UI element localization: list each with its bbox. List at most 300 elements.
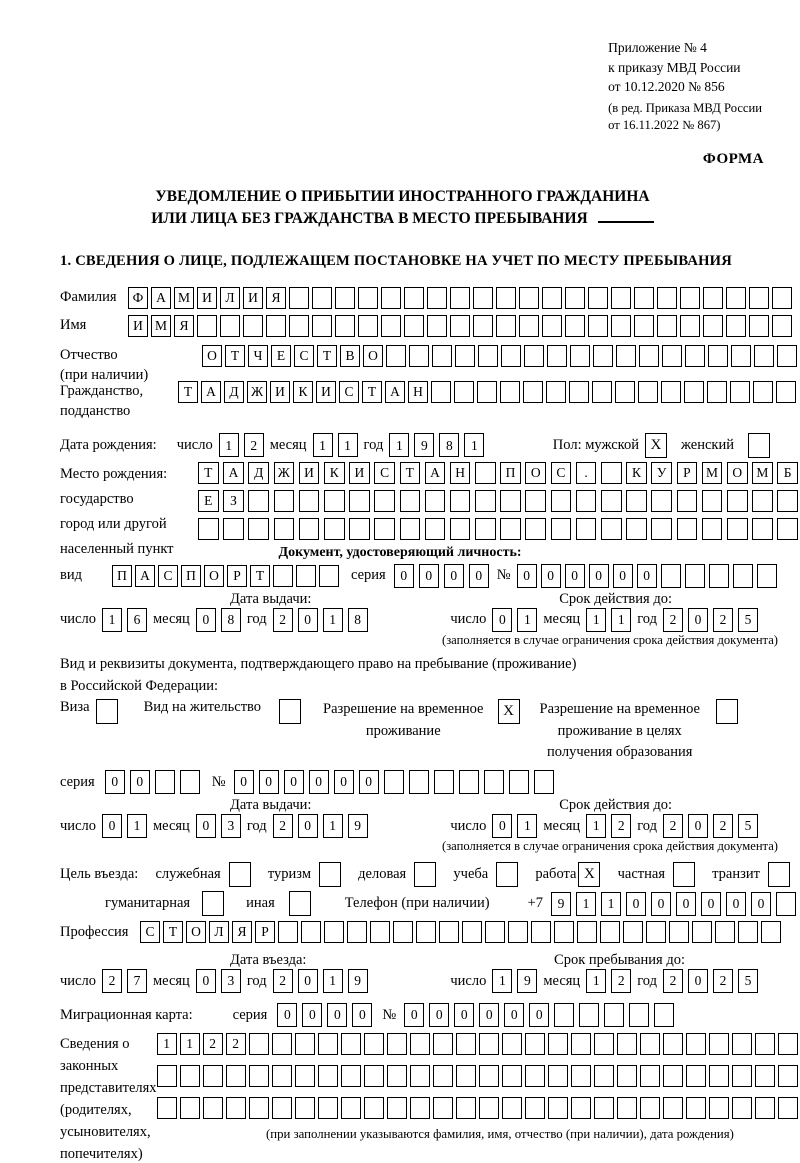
char-cell[interactable]: 0 bbox=[492, 814, 512, 838]
char-cell[interactable] bbox=[757, 564, 777, 588]
char-cell[interactable] bbox=[432, 345, 452, 367]
birth-place-row2-cells[interactable] bbox=[198, 490, 798, 512]
char-cell[interactable]: О bbox=[202, 345, 222, 367]
char-cell[interactable] bbox=[749, 315, 769, 337]
char-cell[interactable]: 2 bbox=[273, 814, 293, 838]
char-cell[interactable]: Н bbox=[450, 462, 471, 484]
char-cell[interactable] bbox=[477, 381, 497, 403]
char-cell[interactable] bbox=[496, 287, 516, 309]
char-cell[interactable] bbox=[708, 345, 728, 367]
char-cell[interactable] bbox=[592, 381, 612, 403]
char-cell[interactable] bbox=[778, 1033, 798, 1055]
char-cell[interactable] bbox=[478, 345, 498, 367]
char-cell[interactable] bbox=[534, 770, 554, 794]
char-cell[interactable] bbox=[450, 490, 471, 512]
char-cell[interactable]: Н bbox=[408, 381, 428, 403]
char-cell[interactable] bbox=[623, 921, 643, 943]
char-cell[interactable] bbox=[475, 490, 496, 512]
char-cell[interactable]: Р bbox=[255, 921, 275, 943]
char-cell[interactable]: У bbox=[651, 462, 672, 484]
char-cell[interactable]: 0 bbox=[259, 770, 279, 794]
char-cell[interactable] bbox=[732, 1065, 752, 1087]
char-cell[interactable] bbox=[677, 518, 698, 540]
char-cell[interactable] bbox=[571, 1097, 591, 1119]
char-cell[interactable]: 7 bbox=[127, 969, 147, 993]
char-cell[interactable] bbox=[778, 1097, 798, 1119]
purpose-tourism-checkbox[interactable] bbox=[319, 862, 341, 887]
char-cell[interactable] bbox=[347, 921, 367, 943]
char-cell[interactable]: 1 bbox=[157, 1033, 177, 1055]
char-cell[interactable] bbox=[425, 490, 446, 512]
char-cell[interactable] bbox=[155, 770, 175, 794]
doc-kind-cells[interactable] bbox=[112, 565, 339, 587]
char-cell[interactable]: 0 bbox=[469, 564, 489, 588]
profession-cells[interactable] bbox=[140, 921, 781, 943]
representatives-row1-cells[interactable] bbox=[157, 1033, 798, 1055]
char-cell[interactable] bbox=[569, 381, 589, 403]
char-cell[interactable] bbox=[519, 287, 539, 309]
char-cell[interactable] bbox=[727, 490, 748, 512]
char-cell[interactable]: 0 bbox=[352, 1003, 372, 1027]
char-cell[interactable] bbox=[638, 381, 658, 403]
char-cell[interactable] bbox=[341, 1097, 361, 1119]
char-cell[interactable]: Т bbox=[198, 462, 219, 484]
char-cell[interactable] bbox=[663, 1033, 683, 1055]
char-cell[interactable]: 0 bbox=[404, 1003, 424, 1027]
purpose-private-checkbox[interactable] bbox=[673, 862, 695, 887]
char-cell[interactable]: В bbox=[340, 345, 360, 367]
char-cell[interactable] bbox=[577, 921, 597, 943]
char-cell[interactable] bbox=[335, 315, 355, 337]
char-cell[interactable] bbox=[180, 770, 200, 794]
char-cell[interactable]: 8 bbox=[348, 608, 368, 632]
residence-permit-checkbox[interactable] bbox=[279, 699, 301, 724]
char-cell[interactable] bbox=[387, 1033, 407, 1055]
char-cell[interactable] bbox=[335, 287, 355, 309]
char-cell[interactable] bbox=[571, 1065, 591, 1087]
char-cell[interactable] bbox=[709, 1065, 729, 1087]
char-cell[interactable]: О bbox=[186, 921, 206, 943]
char-cell[interactable] bbox=[381, 315, 401, 337]
stay-expiry-day[interactable] bbox=[492, 814, 537, 838]
char-cell[interactable] bbox=[226, 1097, 246, 1119]
char-cell[interactable] bbox=[604, 1003, 624, 1027]
char-cell[interactable] bbox=[249, 1097, 269, 1119]
char-cell[interactable]: 1 bbox=[338, 433, 358, 457]
char-cell[interactable]: 0 bbox=[429, 1003, 449, 1027]
char-cell[interactable] bbox=[358, 315, 378, 337]
char-cell[interactable]: З bbox=[223, 490, 244, 512]
char-cell[interactable] bbox=[732, 1033, 752, 1055]
char-cell[interactable]: С bbox=[294, 345, 314, 367]
char-cell[interactable] bbox=[319, 565, 339, 587]
char-cell[interactable]: 1 bbox=[127, 814, 147, 838]
char-cell[interactable]: 9 bbox=[551, 892, 571, 916]
char-cell[interactable] bbox=[272, 1065, 292, 1087]
purpose-transit-checkbox[interactable] bbox=[768, 862, 790, 887]
char-cell[interactable] bbox=[439, 921, 459, 943]
char-cell[interactable]: 1 bbox=[313, 433, 333, 457]
char-cell[interactable] bbox=[387, 1097, 407, 1119]
char-cell[interactable]: 0 bbox=[517, 564, 537, 588]
char-cell[interactable] bbox=[547, 345, 567, 367]
char-cell[interactable] bbox=[565, 287, 585, 309]
char-cell[interactable]: И bbox=[128, 315, 148, 337]
char-cell[interactable]: 1 bbox=[323, 608, 343, 632]
char-cell[interactable] bbox=[634, 315, 654, 337]
char-cell[interactable]: И bbox=[299, 462, 320, 484]
identity-expiry-day[interactable] bbox=[492, 608, 537, 632]
char-cell[interactable] bbox=[456, 1065, 476, 1087]
char-cell[interactable]: Е bbox=[198, 490, 219, 512]
purpose-study-checkbox[interactable] bbox=[496, 862, 518, 887]
char-cell[interactable] bbox=[473, 315, 493, 337]
char-cell[interactable]: 0 bbox=[613, 564, 633, 588]
char-cell[interactable]: 2 bbox=[663, 969, 683, 993]
char-cell[interactable]: С bbox=[551, 462, 572, 484]
purpose-humanitarian-checkbox[interactable] bbox=[202, 891, 224, 916]
char-cell[interactable] bbox=[296, 565, 316, 587]
identity-expiry-year[interactable] bbox=[663, 608, 758, 632]
representatives-row2-cells[interactable] bbox=[157, 1065, 798, 1087]
char-cell[interactable]: М bbox=[702, 462, 723, 484]
char-cell[interactable] bbox=[318, 1065, 338, 1087]
char-cell[interactable] bbox=[324, 921, 344, 943]
char-cell[interactable] bbox=[772, 315, 792, 337]
char-cell[interactable] bbox=[654, 1003, 674, 1027]
until-day[interactable] bbox=[492, 969, 537, 993]
char-cell[interactable] bbox=[752, 518, 773, 540]
char-cell[interactable] bbox=[726, 315, 746, 337]
char-cell[interactable] bbox=[554, 1003, 574, 1027]
stay-issue-day[interactable] bbox=[102, 814, 147, 838]
char-cell[interactable] bbox=[617, 1033, 637, 1055]
char-cell[interactable] bbox=[358, 287, 378, 309]
char-cell[interactable]: 1 bbox=[389, 433, 409, 457]
char-cell[interactable] bbox=[299, 490, 320, 512]
char-cell[interactable]: Т bbox=[178, 381, 198, 403]
char-cell[interactable] bbox=[374, 490, 395, 512]
char-cell[interactable] bbox=[364, 1033, 384, 1055]
char-cell[interactable] bbox=[686, 1065, 706, 1087]
until-month[interactable] bbox=[586, 969, 631, 993]
char-cell[interactable] bbox=[324, 490, 345, 512]
char-cell[interactable]: 0 bbox=[327, 1003, 347, 1027]
char-cell[interactable] bbox=[777, 518, 798, 540]
char-cell[interactable] bbox=[387, 1065, 407, 1087]
char-cell[interactable]: 0 bbox=[234, 770, 254, 794]
char-cell[interactable] bbox=[629, 1003, 649, 1027]
char-cell[interactable] bbox=[617, 1097, 637, 1119]
entry-year[interactable] bbox=[273, 969, 368, 993]
char-cell[interactable] bbox=[680, 315, 700, 337]
char-cell[interactable]: 8 bbox=[439, 433, 459, 457]
char-cell[interactable] bbox=[410, 1033, 430, 1055]
migration-series-cells[interactable] bbox=[277, 1003, 372, 1027]
char-cell[interactable] bbox=[501, 345, 521, 367]
char-cell[interactable]: Л bbox=[220, 287, 240, 309]
char-cell[interactable]: 3 bbox=[221, 969, 241, 993]
char-cell[interactable] bbox=[318, 1097, 338, 1119]
char-cell[interactable]: Р bbox=[227, 565, 247, 587]
char-cell[interactable]: 0 bbox=[688, 814, 708, 838]
purpose-official-checkbox[interactable] bbox=[229, 862, 251, 887]
char-cell[interactable] bbox=[374, 518, 395, 540]
char-cell[interactable] bbox=[686, 1033, 706, 1055]
char-cell[interactable] bbox=[615, 381, 635, 403]
sex-male-checkbox[interactable]: X bbox=[645, 433, 667, 458]
char-cell[interactable] bbox=[594, 1097, 614, 1119]
char-cell[interactable] bbox=[433, 1033, 453, 1055]
identity-issue-year[interactable] bbox=[273, 608, 368, 632]
char-cell[interactable] bbox=[726, 287, 746, 309]
char-cell[interactable] bbox=[500, 381, 520, 403]
char-cell[interactable] bbox=[523, 381, 543, 403]
char-cell[interactable] bbox=[404, 315, 424, 337]
char-cell[interactable]: М bbox=[151, 315, 171, 337]
char-cell[interactable] bbox=[243, 315, 263, 337]
migration-number-cells[interactable] bbox=[404, 1003, 674, 1027]
char-cell[interactable] bbox=[450, 518, 471, 540]
char-cell[interactable] bbox=[266, 315, 286, 337]
char-cell[interactable] bbox=[601, 518, 622, 540]
char-cell[interactable] bbox=[524, 345, 544, 367]
char-cell[interactable] bbox=[576, 490, 597, 512]
char-cell[interactable]: Д bbox=[248, 462, 269, 484]
char-cell[interactable] bbox=[616, 345, 636, 367]
char-cell[interactable]: Т bbox=[225, 345, 245, 367]
char-cell[interactable] bbox=[157, 1097, 177, 1119]
until-year[interactable] bbox=[663, 969, 758, 993]
char-cell[interactable]: 2 bbox=[244, 433, 264, 457]
char-cell[interactable]: 2 bbox=[203, 1033, 223, 1055]
char-cell[interactable]: 0 bbox=[102, 814, 122, 838]
char-cell[interactable]: 0 bbox=[277, 1003, 297, 1027]
char-cell[interactable] bbox=[588, 315, 608, 337]
char-cell[interactable] bbox=[651, 490, 672, 512]
doc-series-cells[interactable] bbox=[394, 564, 489, 588]
char-cell[interactable] bbox=[479, 1065, 499, 1087]
char-cell[interactable] bbox=[776, 381, 796, 403]
char-cell[interactable] bbox=[349, 518, 370, 540]
char-cell[interactable] bbox=[626, 518, 647, 540]
char-cell[interactable]: А bbox=[201, 381, 221, 403]
char-cell[interactable] bbox=[249, 1033, 269, 1055]
char-cell[interactable] bbox=[364, 1097, 384, 1119]
identity-issue-day[interactable] bbox=[102, 608, 147, 632]
char-cell[interactable]: Т bbox=[317, 345, 337, 367]
char-cell[interactable] bbox=[157, 1065, 177, 1087]
char-cell[interactable]: 0 bbox=[589, 564, 609, 588]
char-cell[interactable]: 0 bbox=[651, 892, 671, 916]
char-cell[interactable]: Т bbox=[362, 381, 382, 403]
char-cell[interactable]: 0 bbox=[504, 1003, 524, 1027]
char-cell[interactable]: 0 bbox=[565, 564, 585, 588]
char-cell[interactable]: 1 bbox=[586, 814, 606, 838]
char-cell[interactable]: П bbox=[500, 462, 521, 484]
char-cell[interactable]: 1 bbox=[492, 969, 512, 993]
char-cell[interactable]: Ф bbox=[128, 287, 148, 309]
char-cell[interactable]: А bbox=[151, 287, 171, 309]
char-cell[interactable] bbox=[548, 1097, 568, 1119]
char-cell[interactable]: Л bbox=[209, 921, 229, 943]
char-cell[interactable] bbox=[761, 921, 781, 943]
char-cell[interactable] bbox=[272, 1033, 292, 1055]
char-cell[interactable] bbox=[525, 490, 546, 512]
char-cell[interactable]: И bbox=[270, 381, 290, 403]
char-cell[interactable]: К bbox=[324, 462, 345, 484]
char-cell[interactable] bbox=[404, 287, 424, 309]
char-cell[interactable] bbox=[349, 490, 370, 512]
char-cell[interactable] bbox=[525, 518, 546, 540]
char-cell[interactable] bbox=[484, 770, 504, 794]
char-cell[interactable] bbox=[203, 1097, 223, 1119]
char-cell[interactable]: И bbox=[349, 462, 370, 484]
char-cell[interactable]: Е bbox=[271, 345, 291, 367]
char-cell[interactable] bbox=[571, 1033, 591, 1055]
birth-day-cells[interactable] bbox=[219, 433, 264, 457]
char-cell[interactable]: 2 bbox=[611, 814, 631, 838]
char-cell[interactable]: 2 bbox=[663, 608, 683, 632]
char-cell[interactable] bbox=[732, 1097, 752, 1119]
char-cell[interactable]: 9 bbox=[517, 969, 537, 993]
char-cell[interactable] bbox=[657, 287, 677, 309]
char-cell[interactable] bbox=[455, 345, 475, 367]
phone-cells[interactable] bbox=[551, 892, 796, 916]
char-cell[interactable] bbox=[749, 287, 769, 309]
char-cell[interactable] bbox=[778, 1065, 798, 1087]
char-cell[interactable] bbox=[433, 1097, 453, 1119]
char-cell[interactable]: 9 bbox=[348, 969, 368, 993]
char-cell[interactable]: Ч bbox=[248, 345, 268, 367]
char-cell[interactable] bbox=[662, 345, 682, 367]
char-cell[interactable]: 1 bbox=[323, 814, 343, 838]
char-cell[interactable]: Т bbox=[250, 565, 270, 587]
char-cell[interactable]: 0 bbox=[454, 1003, 474, 1027]
char-cell[interactable] bbox=[274, 490, 295, 512]
char-cell[interactable] bbox=[686, 1097, 706, 1119]
char-cell[interactable]: 0 bbox=[298, 814, 318, 838]
representatives-row3-cells[interactable] bbox=[157, 1097, 798, 1119]
char-cell[interactable] bbox=[248, 490, 269, 512]
char-cell[interactable]: 6 bbox=[127, 608, 147, 632]
char-cell[interactable]: 0 bbox=[309, 770, 329, 794]
char-cell[interactable]: 1 bbox=[586, 969, 606, 993]
char-cell[interactable] bbox=[579, 1003, 599, 1027]
char-cell[interactable]: 1 bbox=[464, 433, 484, 457]
char-cell[interactable]: С bbox=[374, 462, 395, 484]
char-cell[interactable]: И bbox=[197, 287, 217, 309]
char-cell[interactable] bbox=[479, 1097, 499, 1119]
char-cell[interactable] bbox=[203, 1065, 223, 1087]
temp-residence-edu-checkbox[interactable] bbox=[716, 699, 738, 724]
char-cell[interactable]: П bbox=[112, 565, 132, 587]
char-cell[interactable]: 0 bbox=[529, 1003, 549, 1027]
char-cell[interactable]: 1 bbox=[586, 608, 606, 632]
char-cell[interactable]: М bbox=[174, 287, 194, 309]
char-cell[interactable] bbox=[381, 287, 401, 309]
char-cell[interactable]: Ж bbox=[274, 462, 295, 484]
char-cell[interactable] bbox=[709, 564, 729, 588]
char-cell[interactable] bbox=[753, 381, 773, 403]
char-cell[interactable]: 0 bbox=[302, 1003, 322, 1027]
char-cell[interactable] bbox=[542, 287, 562, 309]
char-cell[interactable]: 0 bbox=[196, 814, 216, 838]
char-cell[interactable] bbox=[500, 518, 521, 540]
char-cell[interactable] bbox=[508, 921, 528, 943]
char-cell[interactable] bbox=[677, 490, 698, 512]
char-cell[interactable] bbox=[639, 345, 659, 367]
char-cell[interactable]: И bbox=[316, 381, 336, 403]
char-cell[interactable]: 0 bbox=[298, 608, 318, 632]
char-cell[interactable] bbox=[640, 1033, 660, 1055]
char-cell[interactable] bbox=[386, 345, 406, 367]
purpose-other-checkbox[interactable] bbox=[289, 891, 311, 916]
char-cell[interactable] bbox=[400, 490, 421, 512]
char-cell[interactable] bbox=[651, 518, 672, 540]
char-cell[interactable]: 0 bbox=[676, 892, 696, 916]
char-cell[interactable]: Я bbox=[174, 315, 194, 337]
char-cell[interactable]: 2 bbox=[663, 814, 683, 838]
char-cell[interactable]: 0 bbox=[479, 1003, 499, 1027]
char-cell[interactable] bbox=[600, 921, 620, 943]
char-cell[interactable] bbox=[777, 345, 797, 367]
entry-day[interactable] bbox=[102, 969, 147, 993]
char-cell[interactable]: 2 bbox=[713, 814, 733, 838]
char-cell[interactable] bbox=[776, 892, 796, 916]
char-cell[interactable] bbox=[502, 1065, 522, 1087]
char-cell[interactable] bbox=[502, 1097, 522, 1119]
char-cell[interactable] bbox=[198, 518, 219, 540]
char-cell[interactable]: О bbox=[525, 462, 546, 484]
char-cell[interactable] bbox=[551, 518, 572, 540]
birth-year-cells[interactable] bbox=[389, 433, 484, 457]
char-cell[interactable] bbox=[663, 1065, 683, 1087]
char-cell[interactable] bbox=[425, 518, 446, 540]
char-cell[interactable]: 1 bbox=[219, 433, 239, 457]
char-cell[interactable]: И bbox=[243, 287, 263, 309]
char-cell[interactable] bbox=[454, 381, 474, 403]
char-cell[interactable] bbox=[433, 1065, 453, 1087]
stay-number-cells[interactable] bbox=[234, 770, 554, 794]
char-cell[interactable] bbox=[611, 315, 631, 337]
char-cell[interactable] bbox=[249, 1065, 269, 1087]
identity-expiry-month[interactable] bbox=[586, 608, 631, 632]
char-cell[interactable] bbox=[295, 1097, 315, 1119]
char-cell[interactable] bbox=[727, 518, 748, 540]
char-cell[interactable]: С bbox=[158, 565, 178, 587]
char-cell[interactable] bbox=[755, 1097, 775, 1119]
char-cell[interactable] bbox=[707, 381, 727, 403]
char-cell[interactable] bbox=[755, 1033, 775, 1055]
char-cell[interactable] bbox=[730, 381, 750, 403]
char-cell[interactable]: 9 bbox=[348, 814, 368, 838]
char-cell[interactable]: 0 bbox=[394, 564, 414, 588]
char-cell[interactable] bbox=[640, 1097, 660, 1119]
char-cell[interactable] bbox=[180, 1097, 200, 1119]
char-cell[interactable] bbox=[180, 1065, 200, 1087]
stay-expiry-year[interactable] bbox=[663, 814, 758, 838]
entry-month[interactable] bbox=[196, 969, 241, 993]
char-cell[interactable] bbox=[570, 345, 590, 367]
char-cell[interactable] bbox=[601, 462, 622, 484]
char-cell[interactable] bbox=[546, 381, 566, 403]
char-cell[interactable] bbox=[272, 1097, 292, 1119]
char-cell[interactable] bbox=[685, 564, 705, 588]
char-cell[interactable] bbox=[341, 1065, 361, 1087]
sex-female-checkbox[interactable] bbox=[748, 433, 770, 458]
char-cell[interactable] bbox=[733, 564, 753, 588]
